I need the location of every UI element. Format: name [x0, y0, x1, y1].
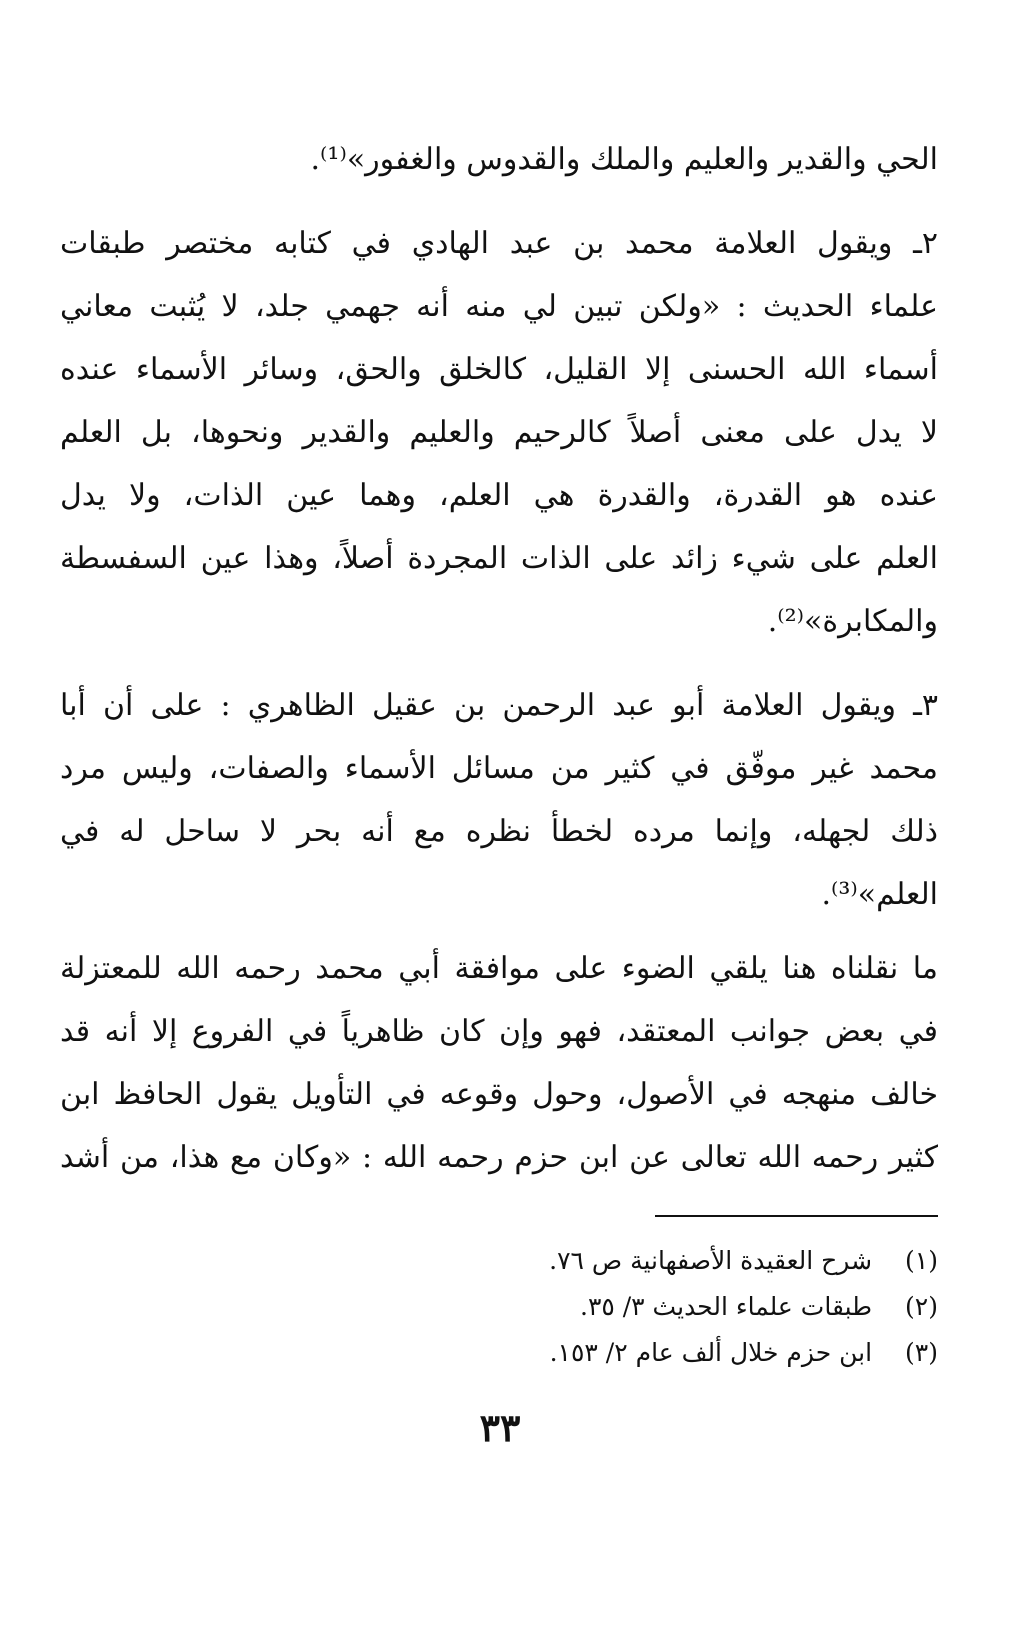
text-line: ٣ـ ويقول العلامة أبو عبد الرحمن بن عقيل الظاهري : على أن أبا	[60, 688, 938, 723]
text-line: علماء الحديث : «ولكن تبين لي منه أنه جهمي جلد، لا يُثبت معاني	[60, 289, 938, 324]
footnote-text: ابن حزم خلال ألف عام ٢/ ١٥٣.	[549, 1338, 873, 1367]
text-line: عنده هو القدرة، والقدرة هي العلم، وهما عين الذات، ولا يدل	[60, 478, 938, 513]
text-line: محمد غير موفّق في كثير من مسائل الأسماء والصفات، وليس مرد	[60, 751, 938, 786]
text-line: في بعض جوانب المعتقد، فهو وإن كان ظاهرياً في الفروع إلا أنه قد	[60, 1014, 938, 1049]
text-line: ما نقلناه هنا يلقي الضوء على موافقة أبي محمد رحمه الله للمعتزلة	[60, 951, 938, 986]
footnote-text: طبقات علماء الحديث ٣/ ٣٥.	[579, 1292, 873, 1321]
text-line: خالف منهجه في الأصول، وحول وقوعه في التأويل يقول الحافظ ابن	[60, 1077, 938, 1112]
footnote-divider	[655, 1215, 938, 1217]
footnote-number: (٣)	[905, 1338, 938, 1367]
text-line: والمكابرة»⁽²⁾.	[767, 604, 938, 639]
text-line: كثير رحمه الله تعالى عن ابن حزم رحمه الله : «وكان مع هذا، من أشد	[60, 1140, 938, 1175]
footnote-item	[400, 1238, 938, 1284]
paragraph-ibn-abd-al-hadi-quote	[60, 212, 938, 653]
text-line: العلم»⁽³⁾.	[821, 877, 938, 912]
footnote-number: (١)	[905, 1246, 938, 1275]
paragraph-ibn-aqil-quote	[60, 674, 938, 926]
footnote-number: (٢)	[905, 1292, 938, 1321]
text-line: ٢ـ ويقول العلامة محمد بن عبد الهادي في كتابه مختصر طبقات	[60, 226, 938, 261]
text-line: العلم على شيء زائد على الذات المجردة أصلاً، وهذا عين السفسطة	[60, 541, 938, 576]
text-line: لا يدل على معنى أصلاً كالرحيم والعليم والقدير ونحوها، بل العلم	[60, 415, 938, 450]
text-line: أسماء الله الحسنى إلا القليل، كالخلق والحق، وسائر الأسماء عنده	[60, 352, 938, 387]
paragraph-author-commentary	[60, 937, 938, 1189]
footnotes	[400, 1238, 938, 1376]
paragraph-continuation	[60, 128, 938, 191]
footnote-item	[400, 1330, 938, 1376]
footnote-text: شرح العقيدة الأصفهانية ص ٧٦.	[549, 1246, 873, 1275]
text-line: ذلك لجهله، وإنما مرده لخطأ نظره مع أنه بحر لا ساحل له في	[60, 814, 938, 849]
text-line: الحي والقدير والعليم والملك والقدوس والغفور»⁽¹⁾.	[310, 142, 938, 177]
page-number: ٣٣	[479, 1405, 521, 1450]
footnote-item	[400, 1284, 938, 1330]
